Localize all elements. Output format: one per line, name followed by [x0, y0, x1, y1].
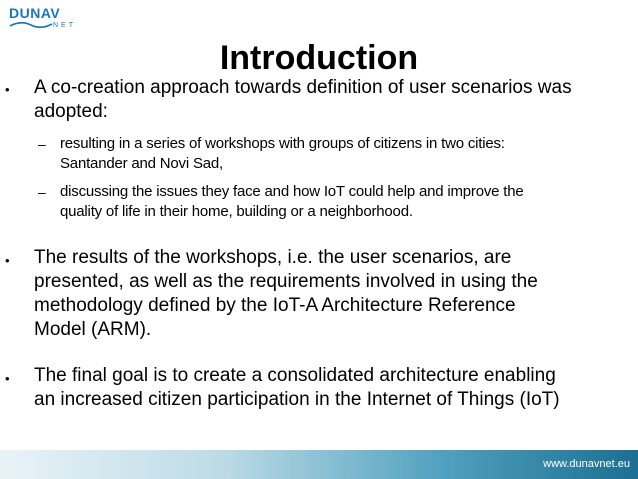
bullet-3-text — [34, 364, 624, 412]
bullet-icon: • — [5, 253, 10, 268]
bullet-icon: • — [5, 82, 10, 97]
text-line: The final goal is to create a consolidated architecture enabling — [34, 365, 556, 386]
footer-bar — [0, 450, 638, 479]
text-line: Model (ARM). — [34, 319, 152, 340]
text-line: methodology defined by the IoT-A Architecture Reference — [34, 295, 516, 316]
text-line: adopted: — [34, 101, 108, 122]
dash-icon: – — [38, 184, 46, 200]
bullet-1-text — [34, 76, 624, 124]
text-line: A co-creation approach towards definition of user scenarios was — [34, 77, 572, 98]
subitem-2-text — [60, 182, 615, 222]
text-line: presented, as well as the requirements involved in using the — [34, 271, 538, 292]
bullet-2-text — [34, 246, 624, 342]
slide-title: Introduction — [219, 39, 419, 77]
text-line: an increased citizen participation in the Internet of Things (IoT) — [34, 389, 560, 410]
text-line: quality of life in their home, building or a neighborhood. — [60, 203, 413, 220]
logo-main-text: DUNAV — [9, 5, 61, 21]
logo-sub-text: NET — [53, 22, 76, 29]
text-line: Santander and Novi Sad, — [60, 155, 224, 172]
subitem-1-text — [60, 134, 615, 174]
text-line: resulting in a series of workshops with groups of citizens in two cities: — [60, 135, 505, 152]
text-line: The results of the workshops, i.e. the user scenarios, are — [34, 247, 512, 268]
bullet-icon: • — [5, 371, 10, 386]
dash-icon: – — [38, 136, 46, 152]
footer-url: www.dunavnet.eu — [543, 458, 630, 470]
text-line: discussing the issues they face and how IoT could help and improve the — [60, 183, 524, 200]
